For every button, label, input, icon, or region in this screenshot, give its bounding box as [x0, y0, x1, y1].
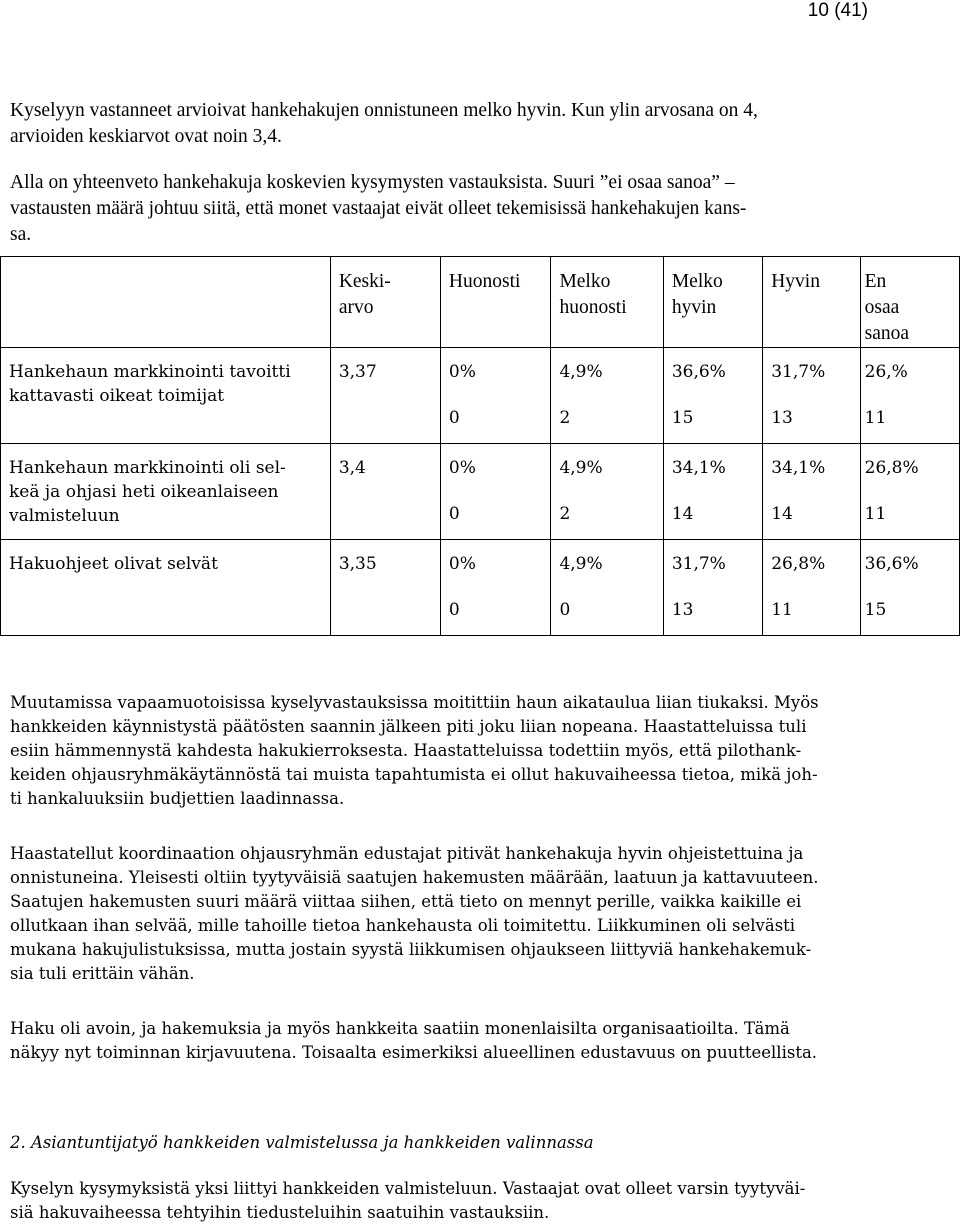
count-value: 13: [671, 600, 694, 620]
value-cell: [551, 540, 663, 636]
text-line: vastausten määrä johtuu siitä, että monet vastaajat eivät olleet tekemisissä hankehakujen kans-: [10, 198, 747, 219]
text-line: Kyselyn kysymyksistä yksi liittyi hankkeiden valmisteluun. Vastaajat ovat olleet varsin tyytyväi-: [10, 1179, 806, 1198]
row-label: keä ja ohjasi heti oikeanlaiseen: [9, 482, 279, 502]
value-cell: [763, 348, 860, 444]
table-row: [1, 444, 960, 540]
average-cell: [330, 444, 440, 540]
body-paragraph-1: [10, 691, 925, 811]
average-cell: [330, 540, 440, 636]
count-value: 11: [771, 600, 793, 620]
text-line: Kyselyyn vastanneet arvioivat hankehakujen onnistuneen melko hyvin. Kun ylin arvosana on 4,: [10, 100, 758, 121]
header-label: Melko: [559, 271, 611, 292]
row-label-cell: [1, 540, 331, 636]
text-line: hankkeiden käynnistystä päätösten saannin jälkeen piti joku liian nopeana. Haastatteluissa tuli: [10, 717, 807, 736]
header-cell-dont-know: [860, 257, 959, 348]
value-cell: [663, 444, 762, 540]
percent-value: 4,9%: [559, 554, 603, 574]
value-cell: [860, 348, 959, 444]
percent-value: 4,9%: [559, 458, 603, 478]
text-line: arvioiden keskiarvot ovat noin 3,4.: [10, 126, 282, 147]
table-row: [1, 348, 960, 444]
text-line: siä hakuvaiheessa tehtyihin tiedusteluihin saatuihin vastauksiin.: [10, 1203, 550, 1222]
row-label: Hakuohjeet olivat selvät: [9, 554, 218, 574]
intro-paragraph-2: [10, 170, 915, 248]
header-cell-good: [763, 257, 860, 348]
percent-value: 26,8%: [771, 554, 826, 574]
header-cell-fairly-poor: [551, 257, 663, 348]
row-label-cell: [1, 444, 331, 540]
text-line: keiden ohjausryhmäkäytännöstä tai muista tapahtumista ei ollut hakuvaiheessa tietoa, mikä joh-: [10, 765, 818, 784]
header-label: Hyvin: [771, 271, 820, 292]
row-label: Hankehaun markkinointi oli sel-: [9, 458, 286, 478]
text-line: ollutkaan ihan selvää, mille tahoille tietoa hankehausta oli toimitettu. Liikkuminen oli selvästi: [10, 916, 796, 935]
row-label: valmisteluun: [9, 506, 120, 526]
header-label: huonosti: [559, 297, 627, 318]
text-line: ti hankaluuksiin budjettien laadinnassa.: [10, 789, 345, 808]
text-line: sia tuli erittäin vähän.: [10, 964, 195, 983]
header-label: sanoa: [864, 323, 910, 344]
percent-value: 36,6%: [864, 554, 919, 574]
text-line: Alla on yhteenveto hankehakuja koskevien kysymysten vastauksista. Suuri ”ei osaa sanoa” –: [10, 172, 735, 193]
count-value: 14: [771, 504, 793, 524]
intro-paragraph-1: [10, 98, 915, 150]
count-value: 15: [671, 408, 694, 428]
average-cell: [330, 348, 440, 444]
value-cell: [663, 348, 762, 444]
text-line: sa.: [10, 224, 32, 245]
count-value: 11: [864, 408, 887, 428]
average-value: 3,4: [338, 458, 366, 478]
count-value: 0: [559, 600, 571, 620]
header-label: En: [864, 271, 887, 292]
header-cell-empty: [1, 257, 331, 348]
table-row: [1, 540, 960, 636]
average-value: 3,37: [338, 362, 377, 382]
text-line: Haastatellut koordinaation ohjausryhmän edustajat pitivät hankehakuja hyvin ohjeistettuina ja: [10, 844, 804, 863]
count-value: 2: [559, 408, 571, 428]
header-cell-fairly-good: [663, 257, 762, 348]
count-value: 13: [771, 408, 793, 428]
percent-value: 31,7%: [771, 362, 826, 382]
percent-value: 36,6%: [671, 362, 726, 382]
value-cell: [763, 444, 860, 540]
body-paragraph-4: [10, 1177, 925, 1225]
text-line: mukana hakujulistuksissa, mutta jostain syystä liikkumisen ohjaukseen liittyviä hankehakemuk-: [10, 940, 812, 959]
count-value: 11: [864, 504, 887, 524]
header-label: Melko: [671, 271, 723, 292]
percent-value: 31,7%: [671, 554, 726, 574]
count-value: 15: [864, 600, 887, 620]
table-header-row: [1, 257, 960, 348]
percent-value: 4,9%: [559, 362, 603, 382]
value-cell: [551, 444, 663, 540]
survey-results-table: [0, 256, 960, 636]
percent-value: 0%: [448, 458, 476, 478]
count-value: 0: [448, 504, 460, 524]
header-cell-average: [330, 257, 440, 348]
percent-value: 0%: [448, 362, 476, 382]
header-cell-poor: [440, 257, 551, 348]
percent-value: 34,1%: [671, 458, 726, 478]
text-line: Saatujen hakemusten suuri määrä viittaa siihen, että tieto on mennyt perille, vaikka kaikille ei: [10, 892, 802, 911]
body-paragraph-2: [10, 842, 925, 986]
count-value: 0: [448, 408, 460, 428]
count-value: 0: [448, 600, 460, 620]
percent-value: 0%: [448, 554, 476, 574]
percent-value: 26,8%: [864, 458, 919, 478]
body-paragraph-3: [10, 1017, 925, 1065]
text-line: Haku oli avoin, ja hakemuksia ja myös hankkeita saatiin monenlaisilta organisaatioilta. Tämä: [10, 1019, 790, 1038]
page-number: 10 (41): [807, 0, 868, 21]
row-label-cell: [1, 348, 331, 444]
average-value: 3,35: [338, 554, 377, 574]
header-label: Huonosti: [448, 271, 521, 292]
value-cell: [440, 348, 551, 444]
percent-value: 34,1%: [771, 458, 826, 478]
header-label: hyvin: [671, 297, 717, 318]
count-value: 2: [559, 504, 571, 524]
value-cell: [763, 540, 860, 636]
percent-value: 26,%: [864, 362, 908, 382]
text-line: näkyy nyt toiminnan kirjavuutena. Toisaalta esimerkiksi alueellinen edustavuus on puutteellista.: [10, 1043, 818, 1062]
text-line: esiin hämmennystä kahdesta hakukierroksesta. Haastatteluissa todettiin myös, että pilothank-: [10, 741, 802, 760]
row-label: kattavasti oikeat toimijat: [9, 386, 225, 406]
header-label: arvo: [338, 297, 374, 318]
text-line: onnistuneina. Yleisesti oltiin tyytyväisiä saatujen hakemusten määrään, laatuun ja kattavuuteen.: [10, 868, 819, 887]
value-cell: [860, 444, 959, 540]
section-heading: 2. Asiantuntijatyö hankkeiden valmistelussa ja hankkeiden valinnassa: [10, 1133, 594, 1152]
count-value: 14: [671, 504, 694, 524]
value-cell: [440, 540, 551, 636]
value-cell: [440, 444, 551, 540]
value-cell: [663, 540, 762, 636]
header-label: osaa: [864, 297, 900, 318]
value-cell: [860, 540, 959, 636]
text-line: Muutamissa vapaamuotoisissa kyselyvastauksissa moitittiin haun aikataulua liian tiukaksi. Myös: [10, 693, 819, 712]
header-label: Keski-: [338, 271, 391, 292]
value-cell: [551, 348, 663, 444]
row-label: Hankehaun markkinointi tavoitti: [9, 362, 291, 382]
